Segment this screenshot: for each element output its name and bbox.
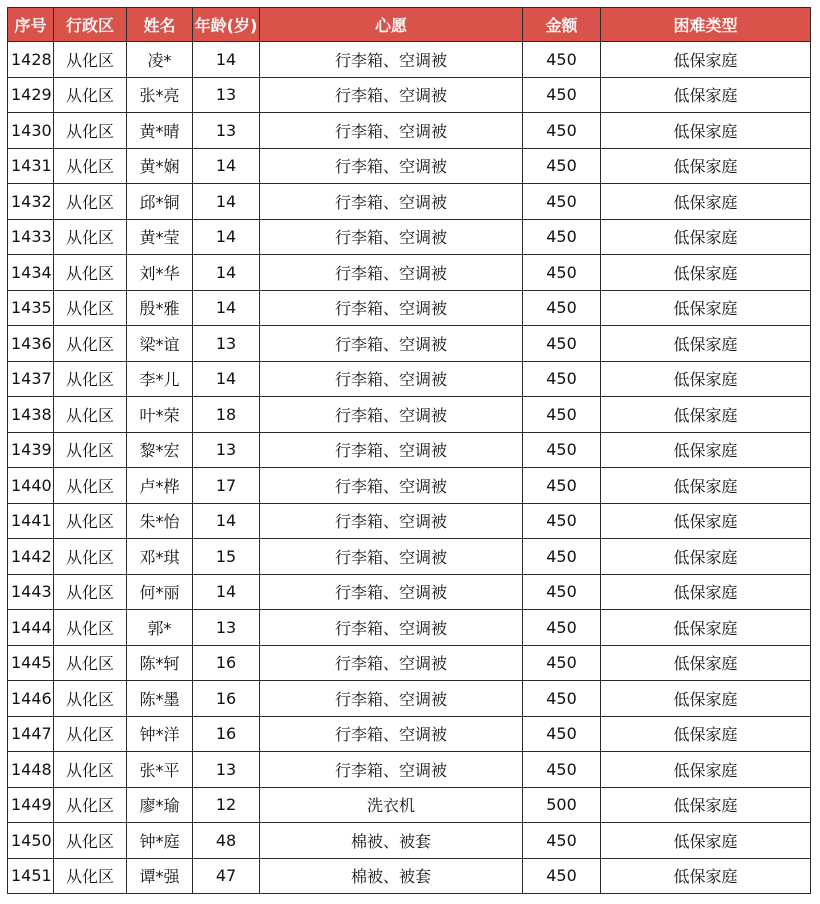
name-cell: 叶*荣 xyxy=(127,397,193,433)
header-row xyxy=(8,8,811,42)
serial-number-cell: 1428 xyxy=(8,42,54,78)
wish-list-table xyxy=(7,7,811,894)
hardship-type-cell: 低保家庭 xyxy=(601,610,811,646)
table-row xyxy=(8,858,811,894)
table-row xyxy=(8,610,811,646)
district-cell: 从化区 xyxy=(54,148,127,184)
hardship-type-cell: 低保家庭 xyxy=(601,361,811,397)
serial-number-cell: 1446 xyxy=(8,681,54,717)
amount-cell: 450 xyxy=(523,610,601,646)
name-cell: 李*儿 xyxy=(127,361,193,397)
hardship-type-cell: 低保家庭 xyxy=(601,503,811,539)
amount-cell: 450 xyxy=(523,290,601,326)
name-cell: 何*丽 xyxy=(127,574,193,610)
age-cell: 14 xyxy=(193,148,260,184)
name-cell: 梁*谊 xyxy=(127,326,193,362)
header-wish: 心愿 xyxy=(260,8,523,42)
district-cell: 从化区 xyxy=(54,113,127,149)
wish-cell: 行李箱、空调被 xyxy=(260,610,523,646)
district-cell: 从化区 xyxy=(54,432,127,468)
age-cell: 14 xyxy=(193,361,260,397)
table-header xyxy=(8,8,811,42)
district-cell: 从化区 xyxy=(54,468,127,504)
age-cell: 13 xyxy=(193,326,260,362)
wish-cell: 行李箱、空调被 xyxy=(260,503,523,539)
serial-number-cell: 1434 xyxy=(8,255,54,291)
serial-number-cell: 1430 xyxy=(8,113,54,149)
serial-number-cell: 1441 xyxy=(8,503,54,539)
table-row xyxy=(8,77,811,113)
district-cell: 从化区 xyxy=(54,716,127,752)
table-row xyxy=(8,823,811,859)
amount-cell: 450 xyxy=(523,184,601,220)
serial-number-cell: 1439 xyxy=(8,432,54,468)
amount-cell: 450 xyxy=(523,539,601,575)
wish-cell: 行李箱、空调被 xyxy=(260,255,523,291)
age-cell: 14 xyxy=(193,574,260,610)
amount-cell: 450 xyxy=(523,645,601,681)
district-cell: 从化区 xyxy=(54,503,127,539)
serial-number-cell: 1437 xyxy=(8,361,54,397)
district-cell: 从化区 xyxy=(54,610,127,646)
table-row xyxy=(8,397,811,433)
age-cell: 15 xyxy=(193,539,260,575)
table-row xyxy=(8,539,811,575)
wish-cell: 行李箱、空调被 xyxy=(260,42,523,78)
name-cell: 朱*怡 xyxy=(127,503,193,539)
district-cell: 从化区 xyxy=(54,326,127,362)
header-age: 年龄(岁) xyxy=(193,8,260,42)
wish-cell: 行李箱、空调被 xyxy=(260,326,523,362)
hardship-type-cell: 低保家庭 xyxy=(601,858,811,894)
header-district: 行政区 xyxy=(54,8,127,42)
age-cell: 14 xyxy=(193,219,260,255)
age-cell: 13 xyxy=(193,752,260,788)
table-row xyxy=(8,645,811,681)
hardship-type-cell: 低保家庭 xyxy=(601,645,811,681)
name-cell: 钟*洋 xyxy=(127,716,193,752)
amount-cell: 450 xyxy=(523,148,601,184)
district-cell: 从化区 xyxy=(54,539,127,575)
wish-cell: 棉被、被套 xyxy=(260,858,523,894)
amount-cell: 450 xyxy=(523,503,601,539)
name-cell: 陈*墨 xyxy=(127,681,193,717)
table-row xyxy=(8,326,811,362)
serial-number-cell: 1449 xyxy=(8,787,54,823)
serial-number-cell: 1444 xyxy=(8,610,54,646)
wish-cell: 行李箱、空调被 xyxy=(260,716,523,752)
table-row xyxy=(8,42,811,78)
amount-cell: 450 xyxy=(523,255,601,291)
serial-number-cell: 1432 xyxy=(8,184,54,220)
serial-number-cell: 1438 xyxy=(8,397,54,433)
name-cell: 钟*庭 xyxy=(127,823,193,859)
age-cell: 18 xyxy=(193,397,260,433)
table-row xyxy=(8,361,811,397)
wish-cell: 行李箱、空调被 xyxy=(260,361,523,397)
wish-cell: 行李箱、空调被 xyxy=(260,681,523,717)
wish-cell: 行李箱、空调被 xyxy=(260,77,523,113)
name-cell: 凌* xyxy=(127,42,193,78)
serial-number-cell: 1433 xyxy=(8,219,54,255)
hardship-type-cell: 低保家庭 xyxy=(601,432,811,468)
wish-cell: 棉被、被套 xyxy=(260,823,523,859)
amount-cell: 450 xyxy=(523,42,601,78)
district-cell: 从化区 xyxy=(54,42,127,78)
table-row xyxy=(8,219,811,255)
hardship-type-cell: 低保家庭 xyxy=(601,77,811,113)
name-cell: 邱*铜 xyxy=(127,184,193,220)
hardship-type-cell: 低保家庭 xyxy=(601,539,811,575)
name-cell: 黄*莹 xyxy=(127,219,193,255)
serial-number-cell: 1447 xyxy=(8,716,54,752)
wish-cell: 行李箱、空调被 xyxy=(260,432,523,468)
district-cell: 从化区 xyxy=(54,184,127,220)
amount-cell: 450 xyxy=(523,574,601,610)
name-cell: 黄*娴 xyxy=(127,148,193,184)
wish-cell: 洗衣机 xyxy=(260,787,523,823)
age-cell: 17 xyxy=(193,468,260,504)
wish-cell: 行李箱、空调被 xyxy=(260,290,523,326)
district-cell: 从化区 xyxy=(54,823,127,859)
district-cell: 从化区 xyxy=(54,681,127,717)
name-cell: 张*亮 xyxy=(127,77,193,113)
serial-number-cell: 1451 xyxy=(8,858,54,894)
serial-number-cell: 1450 xyxy=(8,823,54,859)
table-row xyxy=(8,752,811,788)
hardship-type-cell: 低保家庭 xyxy=(601,219,811,255)
serial-number-cell: 1436 xyxy=(8,326,54,362)
wish-cell: 行李箱、空调被 xyxy=(260,148,523,184)
hardship-type-cell: 低保家庭 xyxy=(601,148,811,184)
hardship-type-cell: 低保家庭 xyxy=(601,752,811,788)
hardship-type-cell: 低保家庭 xyxy=(601,716,811,752)
age-cell: 16 xyxy=(193,681,260,717)
district-cell: 从化区 xyxy=(54,787,127,823)
district-cell: 从化区 xyxy=(54,752,127,788)
hardship-type-cell: 低保家庭 xyxy=(601,290,811,326)
hardship-type-cell: 低保家庭 xyxy=(601,574,811,610)
name-cell: 廖*瑜 xyxy=(127,787,193,823)
amount-cell: 500 xyxy=(523,787,601,823)
hardship-type-cell: 低保家庭 xyxy=(601,113,811,149)
amount-cell: 450 xyxy=(523,858,601,894)
table-row xyxy=(8,574,811,610)
hardship-type-cell: 低保家庭 xyxy=(601,42,811,78)
age-cell: 14 xyxy=(193,503,260,539)
age-cell: 14 xyxy=(193,184,260,220)
age-cell: 14 xyxy=(193,255,260,291)
name-cell: 谭*强 xyxy=(127,858,193,894)
district-cell: 从化区 xyxy=(54,397,127,433)
hardship-type-cell: 低保家庭 xyxy=(601,823,811,859)
amount-cell: 450 xyxy=(523,716,601,752)
name-cell: 卢*桦 xyxy=(127,468,193,504)
name-cell: 殷*雅 xyxy=(127,290,193,326)
age-cell: 16 xyxy=(193,716,260,752)
wish-cell: 行李箱、空调被 xyxy=(260,113,523,149)
wish-cell: 行李箱、空调被 xyxy=(260,645,523,681)
table-row xyxy=(8,432,811,468)
table-row xyxy=(8,468,811,504)
hardship-type-cell: 低保家庭 xyxy=(601,681,811,717)
amount-cell: 450 xyxy=(523,397,601,433)
name-cell: 郭* xyxy=(127,610,193,646)
name-cell: 陈*轲 xyxy=(127,645,193,681)
header-serial-number: 序号 xyxy=(8,8,54,42)
district-cell: 从化区 xyxy=(54,77,127,113)
name-cell: 邓*琪 xyxy=(127,539,193,575)
age-cell: 13 xyxy=(193,77,260,113)
serial-number-cell: 1448 xyxy=(8,752,54,788)
amount-cell: 450 xyxy=(523,468,601,504)
serial-number-cell: 1443 xyxy=(8,574,54,610)
age-cell: 12 xyxy=(193,787,260,823)
table-row xyxy=(8,148,811,184)
table-row xyxy=(8,184,811,220)
hardship-type-cell: 低保家庭 xyxy=(601,397,811,433)
wish-cell: 行李箱、空调被 xyxy=(260,184,523,220)
district-cell: 从化区 xyxy=(54,645,127,681)
age-cell: 47 xyxy=(193,858,260,894)
district-cell: 从化区 xyxy=(54,255,127,291)
age-cell: 48 xyxy=(193,823,260,859)
amount-cell: 450 xyxy=(523,113,601,149)
serial-number-cell: 1445 xyxy=(8,645,54,681)
wish-cell: 行李箱、空调被 xyxy=(260,219,523,255)
amount-cell: 450 xyxy=(523,752,601,788)
wish-cell: 行李箱、空调被 xyxy=(260,468,523,504)
hardship-type-cell: 低保家庭 xyxy=(601,184,811,220)
table-row xyxy=(8,255,811,291)
amount-cell: 450 xyxy=(523,326,601,362)
district-cell: 从化区 xyxy=(54,361,127,397)
header-name: 姓名 xyxy=(127,8,193,42)
wish-cell: 行李箱、空调被 xyxy=(260,574,523,610)
serial-number-cell: 1431 xyxy=(8,148,54,184)
wish-cell: 行李箱、空调被 xyxy=(260,397,523,433)
name-cell: 张*平 xyxy=(127,752,193,788)
wish-cell: 行李箱、空调被 xyxy=(260,752,523,788)
table-row xyxy=(8,787,811,823)
wish-cell: 行李箱、空调被 xyxy=(260,539,523,575)
amount-cell: 450 xyxy=(523,361,601,397)
table-row xyxy=(8,503,811,539)
age-cell: 13 xyxy=(193,432,260,468)
hardship-type-cell: 低保家庭 xyxy=(601,255,811,291)
table-body xyxy=(8,42,811,894)
hardship-type-cell: 低保家庭 xyxy=(601,468,811,504)
amount-cell: 450 xyxy=(523,432,601,468)
amount-cell: 450 xyxy=(523,219,601,255)
hardship-type-cell: 低保家庭 xyxy=(601,787,811,823)
serial-number-cell: 1442 xyxy=(8,539,54,575)
table-row xyxy=(8,716,811,752)
age-cell: 16 xyxy=(193,645,260,681)
age-cell: 13 xyxy=(193,113,260,149)
amount-cell: 450 xyxy=(523,681,601,717)
district-cell: 从化区 xyxy=(54,290,127,326)
name-cell: 黄*晴 xyxy=(127,113,193,149)
table-row xyxy=(8,113,811,149)
district-cell: 从化区 xyxy=(54,858,127,894)
name-cell: 黎*宏 xyxy=(127,432,193,468)
hardship-type-cell: 低保家庭 xyxy=(601,326,811,362)
district-cell: 从化区 xyxy=(54,219,127,255)
amount-cell: 450 xyxy=(523,77,601,113)
amount-cell: 450 xyxy=(523,823,601,859)
age-cell: 13 xyxy=(193,610,260,646)
table-row xyxy=(8,681,811,717)
serial-number-cell: 1429 xyxy=(8,77,54,113)
age-cell: 14 xyxy=(193,42,260,78)
name-cell: 刘*华 xyxy=(127,255,193,291)
district-cell: 从化区 xyxy=(54,574,127,610)
header-hardship-type: 困难类型 xyxy=(601,8,811,42)
serial-number-cell: 1435 xyxy=(8,290,54,326)
age-cell: 14 xyxy=(193,290,260,326)
serial-number-cell: 1440 xyxy=(8,468,54,504)
table-row xyxy=(8,290,811,326)
header-amount: 金额 xyxy=(523,8,601,42)
